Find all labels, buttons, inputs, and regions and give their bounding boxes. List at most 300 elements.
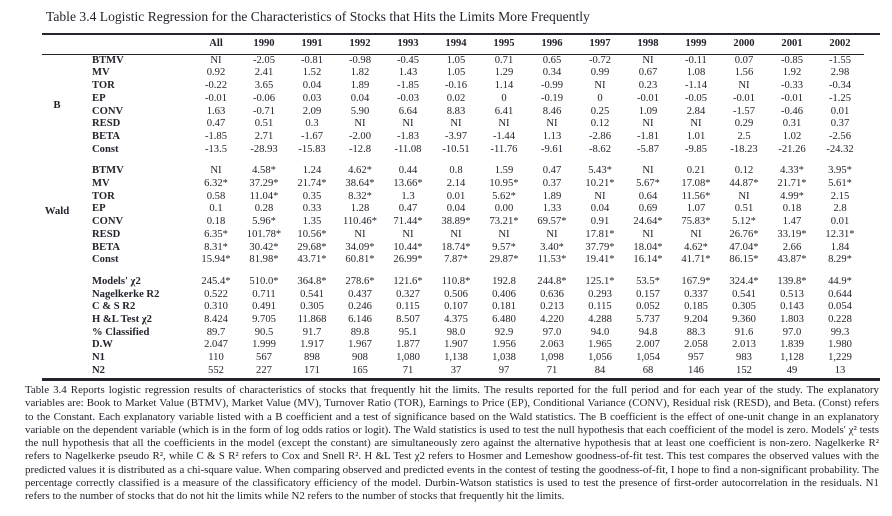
cell-value: 0.31 [782, 118, 802, 130]
table-row [42, 55, 864, 68]
cell-value: 0.37 [830, 118, 850, 130]
cell-value: 278.6* [345, 275, 375, 287]
cell-value: 192.8 [492, 275, 516, 287]
cell-value: 165 [352, 364, 368, 376]
cell-value: 91.7 [302, 326, 322, 338]
cell-value: 0.052 [636, 301, 660, 313]
cell-value: 125.1* [585, 275, 615, 287]
cell-value: 6.32* [204, 178, 228, 190]
cell-value: -18.23 [730, 143, 758, 155]
cell-value: 29.87* [489, 254, 519, 266]
row-label: EP [92, 92, 106, 104]
table-row [42, 131, 864, 144]
cell-value: -8.62 [588, 143, 612, 155]
row-label: N1 [92, 352, 105, 364]
cell-value: 2.8 [833, 203, 847, 215]
group-label: Wald [44, 205, 70, 218]
cell-value: -1.81 [636, 130, 660, 142]
table-group-Wald [42, 156, 864, 267]
cell-value: 1,056 [588, 352, 612, 364]
cell-value: -1.57 [732, 105, 756, 117]
cell-value: NI [402, 118, 414, 130]
col-header: 2001 [768, 35, 816, 55]
cell-value: 1.47 [782, 216, 802, 228]
cell-value: 0.522 [204, 288, 228, 300]
cell-value: 227 [256, 364, 272, 376]
cell-value: 1.877 [396, 339, 420, 351]
cell-value: 1.14 [494, 80, 514, 92]
cell-value: 5.90 [350, 105, 370, 117]
cell-value: 41.71* [681, 254, 711, 266]
cell-value: 957 [688, 352, 704, 364]
cell-value: 1.803 [780, 314, 804, 326]
table-group-stats [42, 267, 864, 378]
cell-value: 1.956 [492, 339, 516, 351]
row-label: BTMV [92, 165, 124, 177]
table-row [42, 267, 864, 289]
cell-value: 29.68* [297, 241, 327, 253]
row-label: D.W [92, 339, 113, 351]
cell-value: 7.87* [444, 254, 468, 266]
cell-value: 1.84 [830, 241, 850, 253]
cell-value: 0.47 [206, 118, 226, 130]
table-row [42, 156, 864, 178]
cell-value: 0.12 [734, 165, 754, 177]
col-header: All [192, 35, 240, 55]
cell-value: -13.5 [204, 143, 228, 155]
cell-value: 73.21* [489, 216, 519, 228]
cell-value: 92.9 [494, 326, 514, 338]
table-row [42, 67, 864, 80]
table-row [42, 229, 864, 242]
cell-value: 68 [642, 364, 654, 376]
cell-value: 1.980 [828, 339, 852, 351]
cell-value: 1.59 [494, 165, 514, 177]
cell-value: 37.29* [249, 178, 279, 190]
cell-value: 10.95* [489, 178, 519, 190]
row-label: Nagelkerke R2 [92, 288, 160, 300]
cell-value: 21.74* [297, 178, 327, 190]
cell-value: 0.293 [588, 288, 612, 300]
cell-value: -21.26 [778, 143, 806, 155]
cell-value: 0.513 [780, 288, 804, 300]
cell-value: 0.64 [638, 190, 658, 202]
cell-value: 0.04 [302, 80, 322, 92]
cell-value: 0.37 [542, 178, 562, 190]
cell-value: 53.5* [636, 275, 660, 287]
table-row [42, 144, 864, 157]
cell-value: -0.98 [348, 54, 372, 66]
cell-value: 4.62* [684, 241, 708, 253]
cell-value: 2.66 [782, 241, 802, 253]
cell-value: -1.85 [204, 130, 228, 142]
row-label: Const [92, 254, 119, 266]
cell-value: 2.063 [540, 339, 564, 351]
cell-value: 245.4* [201, 275, 231, 287]
cell-value: 324.4* [729, 275, 759, 287]
cell-value: 11.56* [681, 190, 711, 202]
cell-value: 1,038 [492, 352, 516, 364]
row-label: N2 [92, 364, 105, 376]
cell-value: 1,229 [828, 352, 852, 364]
cell-value: 0.28 [254, 203, 274, 215]
cell-value: 5.96* [252, 216, 276, 228]
cell-value: 1.907 [444, 339, 468, 351]
cell-value: 0.181 [492, 301, 516, 313]
cell-value: 47.04* [729, 241, 759, 253]
cell-value: -9.85 [684, 143, 708, 155]
cell-value: 8.507 [396, 314, 420, 326]
cell-value: 1,054 [636, 352, 660, 364]
cell-value: 908 [352, 352, 368, 364]
cell-value: 18.74* [441, 241, 471, 253]
cell-value: 0 [597, 92, 603, 104]
cell-value: 98.0 [446, 326, 466, 338]
cell-value: -1.55 [828, 54, 852, 66]
cell-value: NI [642, 54, 654, 66]
cell-value: 88.3 [686, 326, 706, 338]
cell-value: NI [498, 228, 510, 240]
cell-value: 2.41 [254, 67, 274, 79]
cell-value: -9.61 [540, 143, 564, 155]
col-header: 1991 [288, 35, 336, 55]
cell-value: 0.8 [449, 165, 463, 177]
cell-value: NI [738, 80, 750, 92]
cell-value: 3.65 [254, 80, 274, 92]
row-label: RESD [92, 228, 121, 240]
row-label: C & S R2 [92, 301, 136, 313]
cell-value: 97.0 [782, 326, 802, 338]
col-header: 2002 [816, 35, 864, 55]
cell-value: 95.1 [398, 326, 418, 338]
cell-value: -11.08 [394, 143, 422, 155]
cell-value: 244.8* [537, 275, 567, 287]
cell-value: 60.81* [345, 254, 375, 266]
cell-value: 567 [256, 352, 272, 364]
table-header [42, 35, 864, 55]
table-row [42, 352, 864, 365]
cell-value: -0.06 [252, 92, 276, 104]
cell-value: 898 [304, 352, 320, 364]
cell-value: 34.09* [345, 241, 375, 253]
cell-value: 15.94* [201, 254, 231, 266]
cell-value: 4.288 [588, 314, 612, 326]
cell-value: -0.19 [540, 92, 564, 104]
cell-value: 90.5 [254, 326, 274, 338]
cell-value: NI [690, 228, 702, 240]
table-row [42, 216, 864, 229]
cell-value: -0.45 [396, 54, 420, 66]
cell-value: 86.15* [729, 254, 759, 266]
cell-value: 0.34 [542, 67, 562, 79]
cell-value: 0.491 [252, 301, 276, 313]
cell-value: NI [450, 228, 462, 240]
cell-value: 13.66* [393, 178, 423, 190]
table-row [42, 80, 864, 93]
cell-value: 6.41 [494, 105, 514, 117]
cell-value: 0.054 [828, 301, 852, 313]
cell-value: 0.58 [206, 190, 226, 202]
table-group-B [42, 55, 864, 157]
cell-value: 0.04 [350, 92, 370, 104]
table-title: Table 3.4 Logistic Regression for the Characteristics of Stocks that Hits the Limits More Frequently [46, 9, 590, 24]
cell-value: 9.705 [252, 314, 276, 326]
cell-value: 0.01 [830, 216, 850, 228]
row-label: % Classified [92, 326, 150, 338]
cell-value: 1.02 [782, 130, 802, 142]
cell-value: 44.87* [729, 178, 759, 190]
cell-value: 0.51 [734, 203, 754, 215]
cell-value: 9.57* [492, 241, 516, 253]
cell-value: 1.29 [494, 67, 514, 79]
cell-value: NI [450, 118, 462, 130]
cell-value: 0.04 [590, 203, 610, 215]
cell-value: 0.44 [398, 165, 418, 177]
row-label: RESD [92, 118, 121, 130]
cell-value: 1.43 [398, 67, 418, 79]
cell-value: -0.34 [828, 80, 852, 92]
cell-value: 2.09 [302, 105, 322, 117]
cell-value: 5.61* [828, 178, 852, 190]
cell-value: -0.46 [780, 105, 804, 117]
cell-value: 97 [498, 364, 510, 376]
table-row [42, 178, 864, 191]
cell-value: 171 [304, 364, 320, 376]
cell-value: 37 [450, 364, 462, 376]
cell-value: 0.47 [542, 165, 562, 177]
cell-value: 1.05 [446, 54, 466, 66]
cell-value: NI [546, 228, 558, 240]
cell-value: 8.83 [446, 105, 466, 117]
cell-value: 16.14* [633, 254, 663, 266]
cell-value: -0.05 [684, 92, 708, 104]
cell-value: 38.64* [345, 178, 375, 190]
cell-value: 26.99* [393, 254, 423, 266]
cell-value: 12.31* [825, 228, 855, 240]
row-label: BETA [92, 130, 121, 142]
row-label: EP [92, 203, 106, 215]
cell-value: 0.636 [540, 288, 564, 300]
cell-value: 6.64 [398, 105, 418, 117]
cell-value: 19.41* [585, 254, 615, 266]
cell-value: 2.013 [732, 339, 756, 351]
row-label: MV [92, 67, 110, 79]
cell-value: 0.67 [638, 67, 658, 79]
cell-value: 5.62* [492, 190, 516, 202]
cell-value: 6.480 [492, 314, 516, 326]
table-row [42, 106, 864, 119]
cell-value: -0.33 [780, 80, 804, 92]
cell-value: 2.84 [686, 105, 706, 117]
cell-value: 75.83* [681, 216, 711, 228]
cell-value: 38.89* [441, 216, 471, 228]
cell-value: 1.3 [401, 190, 415, 202]
cell-value: 71.44* [393, 216, 423, 228]
cell-value: 89.7 [206, 326, 226, 338]
cell-value: 4.99* [780, 190, 804, 202]
col-header: 1996 [528, 35, 576, 55]
cell-value: 4.375 [444, 314, 468, 326]
cell-value: 17.81* [585, 228, 615, 240]
cell-value: -1.44 [492, 130, 516, 142]
cell-value: 1.05 [446, 67, 466, 79]
table-row [42, 118, 864, 131]
cell-value: 8.29* [828, 254, 852, 266]
cell-value: 17.08* [681, 178, 711, 190]
corner-cell [42, 35, 72, 55]
row-label: TOR [92, 80, 115, 92]
cell-value: 71 [402, 364, 414, 376]
cell-value: -0.72 [588, 54, 612, 66]
cell-value: 0.07 [734, 54, 754, 66]
cell-value: 2.15 [830, 190, 850, 202]
cell-value: 1.965 [588, 339, 612, 351]
cell-value: 43.87* [777, 254, 807, 266]
cell-value: 146 [688, 364, 704, 376]
cell-value: 13 [834, 364, 846, 376]
cell-value: -28.93 [250, 143, 278, 155]
cell-value: 0.01 [830, 105, 850, 117]
cell-value: 0.541 [300, 288, 324, 300]
cell-value: -2.05 [252, 54, 276, 66]
cell-value: -0.99 [540, 80, 564, 92]
col-header: 1997 [576, 35, 624, 55]
cell-value: -2.86 [588, 130, 612, 142]
cell-value: 0.02 [446, 92, 466, 104]
cell-value: 0 [501, 92, 507, 104]
row-label: TOR [92, 190, 115, 202]
cell-value: NI [498, 118, 510, 130]
cell-value: 0.71 [494, 54, 514, 66]
cell-value: 1.999 [252, 339, 276, 351]
cell-value: 2.058 [684, 339, 708, 351]
cell-value: 6.35* [204, 228, 228, 240]
cell-value: 0.25 [590, 105, 610, 117]
cell-value: 4.33* [780, 165, 804, 177]
cell-value: NI [642, 228, 654, 240]
cell-value: 44.9* [828, 275, 852, 287]
cell-value: -5.87 [636, 143, 660, 155]
cell-value: -11.76 [490, 143, 518, 155]
col-header: 1998 [624, 35, 672, 55]
cell-value: 0.228 [828, 314, 852, 326]
table-row [42, 314, 864, 327]
table-row [42, 191, 864, 204]
cell-value: -2.56 [828, 130, 852, 142]
cell-value: 43.71* [297, 254, 327, 266]
cell-value: 84 [594, 364, 606, 376]
cell-value: 0.115 [588, 301, 612, 313]
cell-value: -0.01 [636, 92, 660, 104]
cell-value: 4.58* [252, 165, 276, 177]
cell-value: 1,138 [444, 352, 468, 364]
cell-value: 97.0 [542, 326, 562, 338]
col-header: 1999 [672, 35, 720, 55]
cell-value: NI [594, 80, 606, 92]
table-row [42, 289, 864, 302]
cell-value: 0.18 [782, 203, 802, 215]
cell-value: 0.246 [348, 301, 372, 313]
cell-value: 983 [736, 352, 752, 364]
cell-value: 5.12* [732, 216, 756, 228]
cell-value: 1.35 [302, 216, 322, 228]
cell-value: NI [354, 118, 366, 130]
row-label: Const [92, 143, 119, 155]
group-label [42, 267, 72, 378]
cell-value: -0.11 [685, 54, 707, 66]
cell-value: 0.107 [444, 301, 468, 313]
cell-value: 2.5 [737, 130, 751, 142]
cell-value: 1.89 [542, 190, 562, 202]
cell-value: -2.00 [348, 130, 372, 142]
cell-value: 552 [208, 364, 224, 376]
table-footnote: Table 3.4 Reports logistic regression results of characteristics of stocks that frequently hit the limits. The results reported for the full period and for each year of the study. The explanatory variables are: Book to Market Value (BTMV), Market Value (MV), Turnover Ratio (TOR), Earnings to Price (EP), Conditional Variance (CONV), Residual risk (RESD), and Beta. (Const) refers to the Constant. Each explanatory variable listed with a B coefficient and a test of significance based on the Wald statistics. The B coefficient is the effect of one-unit change in an explanatory variable on the dependent variable (which is in the form of log odds ratios or logit). The Wald statistics is used to test the null hypothesis that each coefficient of the model is zero. Models' χ² tests the null hypothesis that all the coefficients in the model (except the constant) are simultaneously zero against the alternative hypothesis that at least one coefficient is non-zero. Nagelkerke R² refers to Nagelkerke pseudo R², while C & S R² refers to Cox and Snell R². H &L Test χ2 refers to Hosmer and Lemeshow goodness-of-fit test. This test compares the observed values with the predicted values it is distributed as a chi-square value. When comparing observed and predicted events in the contest of testing the goodness-of-fit, I hope to find a non-significant probability. The percentage correctly classified is a measure of the classificatory efficiency of the model. Durbin-Watson statistics is used to test the presence of first-order autocorrelation in the residuals. N1 refers to the number of stocks that do not hit the limits while N2 refers to the number of stocks that frequently hit the limits. [25, 384, 879, 503]
cell-value: 0.91 [590, 216, 610, 228]
cell-value: 2.007 [636, 339, 660, 351]
cell-value: 8.424 [204, 314, 228, 326]
regression-table [42, 33, 880, 381]
cell-value: 121.6* [393, 275, 423, 287]
cell-value: 0.437 [348, 288, 372, 300]
cell-value: 99.3 [830, 326, 850, 338]
cell-value: 0.03 [302, 92, 322, 104]
table-row [42, 203, 864, 216]
row-label: CONV [92, 216, 124, 228]
row-label: Models' χ2 [92, 275, 141, 287]
cell-value: 18.04* [633, 241, 663, 253]
cell-value: 0.305 [300, 301, 324, 313]
cell-value: 11.53* [537, 254, 567, 266]
cell-value: -10.51 [442, 143, 470, 155]
cell-value: 71 [546, 364, 558, 376]
cell-value: 2.98 [830, 67, 850, 79]
group-label: B [53, 99, 61, 112]
cell-value: 2.14 [446, 178, 466, 190]
cell-value: 0.711 [252, 288, 276, 300]
cell-value: 0.1 [209, 203, 223, 215]
col-header: 1994 [432, 35, 480, 55]
row-label: CONV [92, 105, 124, 117]
cell-value: -0.01 [780, 92, 804, 104]
table-row [42, 242, 864, 255]
cell-value: 0.506 [444, 288, 468, 300]
cell-value: 0.92 [206, 67, 226, 79]
cell-value: 5.67* [636, 178, 660, 190]
cell-value: -0.01 [732, 92, 756, 104]
cell-value: 110.46* [342, 216, 378, 228]
cell-value: 0.310 [204, 301, 228, 313]
cell-value: 1.24 [302, 165, 322, 177]
cell-value: 1.82 [350, 67, 370, 79]
cell-value: 37.79* [585, 241, 615, 253]
cell-value: 10.56* [297, 228, 327, 240]
cell-value: 11.868 [297, 314, 327, 326]
cell-value: 5.43* [588, 165, 612, 177]
cell-value: 1.52 [302, 67, 322, 79]
cell-value: 510.0* [249, 275, 279, 287]
cell-value: 24.64* [633, 216, 663, 228]
cell-value: 26.76* [729, 228, 759, 240]
cell-value: -12.8 [348, 143, 372, 155]
cell-value: 1.56 [734, 67, 754, 79]
cell-value: 4.220 [540, 314, 564, 326]
cell-value: NI [402, 228, 414, 240]
cell-value: -0.16 [444, 80, 468, 92]
cell-value: NI [690, 118, 702, 130]
cell-value: 1.967 [348, 339, 372, 351]
cell-value: 8.31* [204, 241, 228, 253]
col-header: 1995 [480, 35, 528, 55]
